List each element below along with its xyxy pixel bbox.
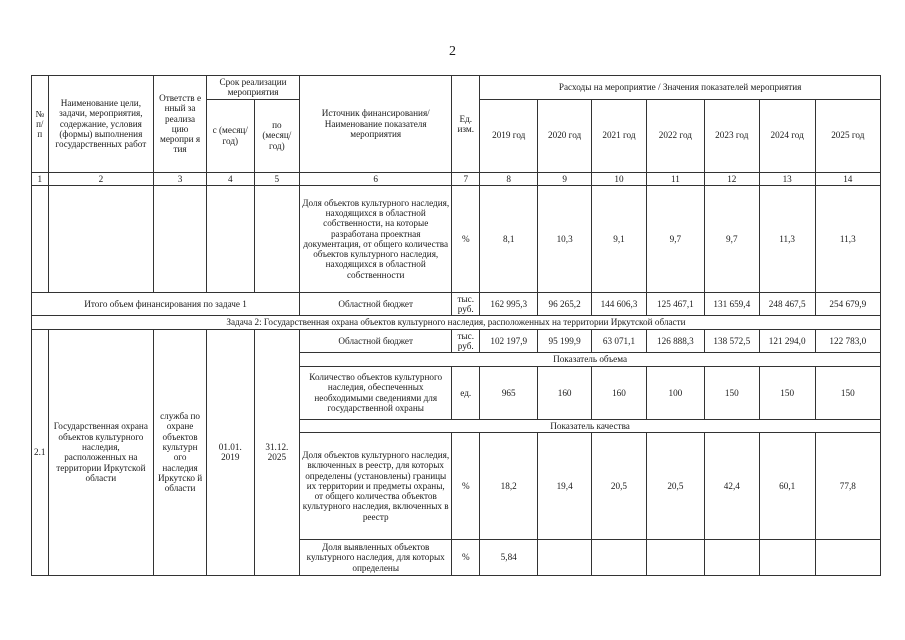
empty-cell xyxy=(206,185,254,292)
item21-to: 31.12. 2025 xyxy=(254,329,300,575)
volume-indicator-unit: ед. xyxy=(452,366,480,419)
budget-unit: тыс. руб. xyxy=(452,329,480,353)
header-goal: Наименование цели, задачи, мероприятия, содержание, условия (формы) выполнения государственных работ xyxy=(48,76,154,173)
total-label: Итого объем финансирования по задаче 1 xyxy=(32,292,300,316)
budget-value: 122 783,0 xyxy=(815,329,880,353)
header-source: Источник финансирования/ Наименование показателя мероприятия xyxy=(300,76,452,173)
header-year: 2020 год xyxy=(538,99,592,172)
indicator-value: 9,7 xyxy=(646,185,704,292)
header-period: Срок реализации мероприятия xyxy=(206,76,299,100)
col-number: 1 xyxy=(32,172,49,185)
total-source: Областной бюджет xyxy=(300,292,452,316)
volume-value: 160 xyxy=(538,366,592,419)
last-indicator-unit: % xyxy=(452,539,480,575)
empty-cell xyxy=(154,185,207,292)
col-number: 14 xyxy=(815,172,880,185)
volume-value: 150 xyxy=(815,366,880,419)
last-value: 5,84 xyxy=(480,539,538,575)
item21-budget-row xyxy=(32,329,881,353)
total-value: 96 265,2 xyxy=(538,292,592,316)
budget-source: Областной бюджет xyxy=(300,329,452,353)
indicator-row xyxy=(32,185,881,292)
header-num: № п/п xyxy=(32,76,49,173)
volume-value: 965 xyxy=(480,366,538,419)
budget-value: 121 294,0 xyxy=(759,329,815,353)
header-expenses: Расходы на мероприятие / Значения показателей мероприятия xyxy=(480,76,881,100)
total-value: 125 467,1 xyxy=(646,292,704,316)
col-number: 10 xyxy=(592,172,647,185)
last-value xyxy=(592,539,647,575)
header-unit: Ед. изм. xyxy=(452,76,480,173)
budget-value: 102 197,9 xyxy=(480,329,538,353)
quality-value: 77,8 xyxy=(815,432,880,539)
quality-value: 20,5 xyxy=(646,432,704,539)
indicator-name: Доля объектов культурного наследия, находящихся в областной собственности, на которые разработана проектная документация, от общего количества объектов культурного наследия, находящихся в областной собственности xyxy=(300,185,452,292)
total-value: 248 467,5 xyxy=(759,292,815,316)
header-year: 2023 год xyxy=(704,99,759,172)
last-value xyxy=(704,539,759,575)
col-number: 7 xyxy=(452,172,480,185)
budget-value: 63 071,1 xyxy=(592,329,647,353)
item21-from: 01.01. 2019 xyxy=(206,329,254,575)
item21-name: Государственная охрана объектов культурного наследия, расположенных на территории Иркутской области xyxy=(48,329,154,575)
volume-label: Показатель объема xyxy=(300,353,881,366)
total-value: 144 606,3 xyxy=(592,292,647,316)
item21-responsible: служба по охране объектов культурн ого наследия Иркутско й области xyxy=(154,329,207,575)
indicator-value: 11,3 xyxy=(815,185,880,292)
column-numbers-row xyxy=(32,172,881,185)
volume-value: 150 xyxy=(759,366,815,419)
indicator-value: 11,3 xyxy=(759,185,815,292)
col-number: 9 xyxy=(538,172,592,185)
budget-value: 126 888,3 xyxy=(646,329,704,353)
quality-value: 42,4 xyxy=(704,432,759,539)
last-value xyxy=(538,539,592,575)
quality-indicator-unit: % xyxy=(452,432,480,539)
budget-value: 138 572,5 xyxy=(704,329,759,353)
header-year: 2024 год xyxy=(759,99,815,172)
empty-cell xyxy=(48,185,154,292)
volume-value: 150 xyxy=(704,366,759,419)
quality-value: 60,1 xyxy=(759,432,815,539)
col-number: 4 xyxy=(206,172,254,185)
item21-num: 2.1 xyxy=(32,329,49,575)
col-number: 11 xyxy=(646,172,704,185)
volume-indicator-name: Количество объектов культурного наследия, обеспеченных необходимыми сведениями для государственной охраны xyxy=(300,366,452,419)
indicator-value: 9,1 xyxy=(592,185,647,292)
last-value xyxy=(759,539,815,575)
total-value: 162 995,3 xyxy=(480,292,538,316)
col-number: 5 xyxy=(254,172,300,185)
volume-value: 100 xyxy=(646,366,704,419)
quality-value: 18,2 xyxy=(480,432,538,539)
empty-cell xyxy=(254,185,300,292)
col-number: 2 xyxy=(48,172,154,185)
last-indicator-name: Доля выявленных объектов культурного наследия, для которых определены xyxy=(300,539,452,575)
indicator-value: 10,3 xyxy=(538,185,592,292)
total-value: 131 659,4 xyxy=(704,292,759,316)
quality-value: 20,5 xyxy=(592,432,647,539)
quality-label: Показатель качества xyxy=(300,419,881,432)
volume-value: 160 xyxy=(592,366,647,419)
header-to: по (месяц/ год) xyxy=(254,99,300,172)
header-year: 2022 год xyxy=(646,99,704,172)
header-from: с (месяц/ год) xyxy=(206,99,254,172)
last-value xyxy=(815,539,880,575)
col-number: 13 xyxy=(759,172,815,185)
total-value: 254 679,9 xyxy=(815,292,880,316)
budget-value: 95 199,9 xyxy=(538,329,592,353)
header-year: 2019 год xyxy=(480,99,538,172)
quality-indicator-name: Доля объектов культурного наследия, включенных в реестр, для которых определены (установлены) границы их территории и предметы охраны, от общего количества объектов культурного наследия, включенных в реестр xyxy=(300,432,452,539)
last-value xyxy=(646,539,704,575)
col-number: 3 xyxy=(154,172,207,185)
indicator-value: 9,7 xyxy=(704,185,759,292)
header-year: 2021 год xyxy=(592,99,647,172)
col-number: 8 xyxy=(480,172,538,185)
total-task1-row xyxy=(32,292,881,316)
quality-value: 19,4 xyxy=(538,432,592,539)
col-number: 6 xyxy=(300,172,452,185)
total-unit: тыс. руб. xyxy=(452,292,480,316)
task2-title: Задача 2: Государственная охрана объектов культурного наследия, расположенных на территории Иркутской области xyxy=(32,316,881,329)
empty-cell xyxy=(32,185,49,292)
page-number: 2 xyxy=(449,44,456,59)
indicator-value: 8,1 xyxy=(480,185,538,292)
col-number: 12 xyxy=(704,172,759,185)
program-table xyxy=(31,75,881,576)
header-responsible: Ответств е нный за реализа цию меропри я тия xyxy=(154,76,207,173)
indicator-unit: % xyxy=(452,185,480,292)
header-year: 2025 год xyxy=(815,99,880,172)
